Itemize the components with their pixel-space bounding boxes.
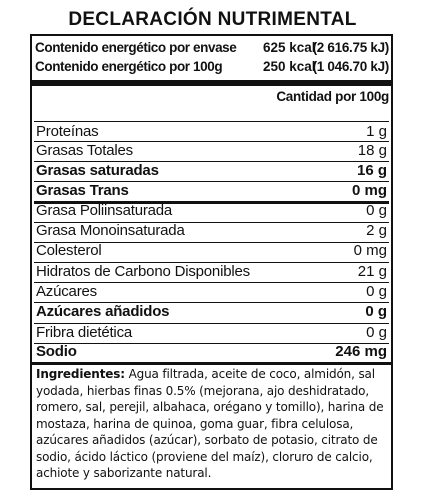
nutrient-label: Azúcares [36, 283, 97, 300]
nutrient-row [34, 221, 389, 241]
nutrient-label: Proteínas [36, 123, 99, 140]
nutrient-row [34, 241, 389, 261]
energy-kj: (1 046.70 kJ) [312, 59, 389, 74]
nutrient-label: Sodio [36, 343, 77, 360]
nutrient-value: 0 g [366, 202, 387, 219]
energy-label: Contenido energético por envase [35, 40, 237, 55]
nutrient-value: 1 g [366, 123, 387, 140]
nutrient-row [34, 323, 389, 343]
nutrient-value: 246 mg [335, 343, 387, 360]
ingredients-label: Ingredientes: [36, 367, 125, 381]
nutrient-row [34, 342, 389, 362]
nutrient-row [34, 282, 389, 302]
ingredients-list: Agua filtrada, aceite de coco, almidón, sal yodada, hierbas finas 0.5% (mejorana, ajo deshidratado, romero, sal, perejil, albahaca, orégano y tomillo), harina de mostaza, harina de quinoa, goma guar, fibra celulosa, azúcares añadidos (azúcar), sorbato de potasio, citrato de sodio, ácido láctico (proviene del maíz), cloruro de calcio, achiote y saborizante natural. [36, 367, 384, 480]
nutrient-row [34, 302, 389, 322]
thick-divider-bottom [32, 362, 391, 365]
energy-row-per-100g [34, 57, 389, 76]
nutrient-value: 0 g [366, 283, 387, 300]
column-header: Cantidad por 100g [276, 89, 389, 104]
nutrient-row [34, 181, 389, 201]
nutrient-label: Grasas saturadas [36, 162, 159, 179]
nutrient-label: Hidratos de Carbono Disponibles [36, 263, 250, 280]
nutrient-row [34, 141, 389, 161]
nutrient-label: Grasa Poliinsaturada [36, 202, 173, 219]
nutrient-label: Grasa Monoinsaturada [36, 222, 185, 239]
nutrient-value: 18 g [357, 142, 387, 159]
nutrient-label: Grasas Totales [36, 142, 133, 159]
energy-section [34, 38, 389, 77]
panel-title: DECLARACIÓN NUTRIMENTAL [68, 9, 357, 30]
energy-label: Contenido energético por 100g [35, 59, 223, 74]
nutrient-row [34, 122, 389, 142]
nutrient-value: 0 g [365, 303, 387, 320]
energy-kcal: 625 kcal [263, 40, 316, 55]
nutrient-row [34, 262, 389, 282]
nutrient-value: 2 g [366, 222, 387, 239]
nutrient-value: 0 mg [353, 242, 387, 259]
nutrient-label: Grasas Trans [36, 182, 129, 199]
nutrient-value: 21 g [357, 263, 387, 280]
nutrient-row [34, 201, 389, 221]
nutrient-label: Colesterol [36, 242, 102, 259]
nutrient-value: 16 g [356, 162, 387, 179]
energy-kj: (2 616.75 kJ) [312, 40, 389, 55]
nutrition-facts-panel [30, 34, 393, 490]
nutrient-value: 0 mg [351, 182, 387, 199]
energy-row-per-package [34, 38, 389, 57]
thick-divider [32, 80, 391, 86]
ingredients-text [36, 366, 387, 482]
energy-kcal: 250 kcal [263, 59, 316, 74]
nutrient-value: 0 g [366, 324, 387, 341]
nutrient-label: Fribra dietética [36, 324, 133, 341]
nutrient-label: Azúcares añadidos [36, 303, 170, 320]
nutrient-row [34, 161, 389, 181]
